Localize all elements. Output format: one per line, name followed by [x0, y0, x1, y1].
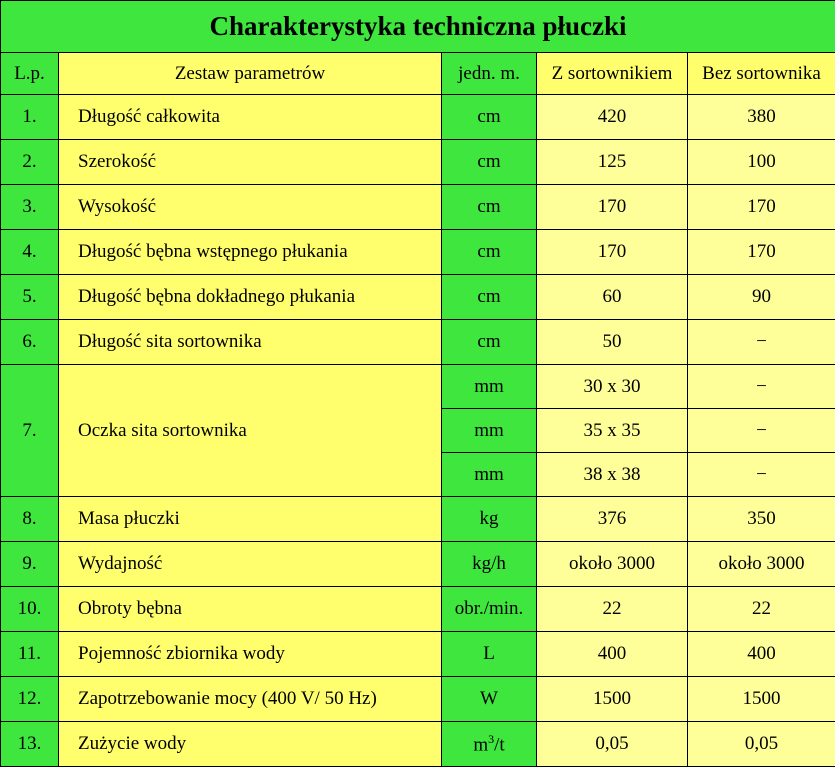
row-lp: 6. [1, 320, 59, 365]
row-name: Pojemność zbiornika wody [59, 632, 442, 677]
row-without-sorter: − [688, 409, 835, 453]
row-unit: kg [442, 497, 537, 542]
row-unit: W [442, 677, 537, 722]
row-with-sorter: około 3000 [537, 542, 688, 587]
row-lp: 4. [1, 230, 59, 275]
row-without-sorter: 1500 [688, 677, 835, 722]
row-without-sorter: 380 [688, 95, 835, 140]
row-without-sorter: 22 [688, 587, 835, 632]
header-without-sorter: Bez sortownika [688, 53, 835, 95]
row-with-sorter: 0,05 [537, 722, 688, 767]
row-unit: cm [442, 230, 537, 275]
row-name: Długość bębna wstępnego płukania [59, 230, 442, 275]
row-lp: 9. [1, 542, 59, 587]
row-lp: 13. [1, 722, 59, 767]
row-with-sorter: 125 [537, 140, 688, 185]
row-without-sorter: około 3000 [688, 542, 835, 587]
row-unit: obr./min. [442, 587, 537, 632]
row-lp: 11. [1, 632, 59, 677]
row-with-sorter: 38 x 38 [537, 453, 688, 497]
row-lp: 10. [1, 587, 59, 632]
row-name: Oczka sita sortownika [59, 365, 442, 497]
row-unit: cm [442, 140, 537, 185]
row-lp: 8. [1, 497, 59, 542]
header-params: Zestaw parametrów [59, 53, 442, 95]
row-name: Długość bębna dokładnego płukania [59, 275, 442, 320]
row-unit: L [442, 632, 537, 677]
table-title: Charakterystyka techniczna płuczki [1, 1, 835, 53]
row-with-sorter: 400 [537, 632, 688, 677]
row-unit: cm [442, 185, 537, 230]
table-row [1, 185, 835, 230]
unit-tail: /t [494, 734, 505, 756]
row-without-sorter: 400 [688, 632, 835, 677]
table-row [1, 275, 835, 320]
row-name: Wydajność [59, 542, 442, 587]
table-row [1, 95, 835, 140]
row-with-sorter: 420 [537, 95, 688, 140]
row-lp: 7. [1, 365, 59, 497]
table-row [1, 722, 835, 767]
row-unit: kg/h [442, 542, 537, 587]
row-name: Szerokość [59, 140, 442, 185]
row-with-sorter: 50 [537, 320, 688, 365]
row-lp: 1. [1, 95, 59, 140]
header-lp: L.p. [1, 53, 59, 95]
table-row [1, 320, 835, 365]
row-unit: mm [442, 409, 537, 453]
table-row [1, 497, 835, 542]
row-unit: cm [442, 95, 537, 140]
row-without-sorter: − [688, 365, 835, 409]
row-with-sorter: 30 x 30 [537, 365, 688, 409]
row-with-sorter: 1500 [537, 677, 688, 722]
row-without-sorter: 350 [688, 497, 835, 542]
row-name: Długość całkowita [59, 95, 442, 140]
row-without-sorter: 0,05 [688, 722, 835, 767]
unit-superscript: 3 [488, 731, 495, 746]
row-with-sorter: 376 [537, 497, 688, 542]
row-without-sorter: 100 [688, 140, 835, 185]
row-name: Obroty bębna [59, 587, 442, 632]
header-with-sorter: Z sortownikiem [537, 53, 688, 95]
row-with-sorter: 35 x 35 [537, 409, 688, 453]
row-name: Długość sita sortownika [59, 320, 442, 365]
row-lp: 12. [1, 677, 59, 722]
table-row [1, 632, 835, 677]
row-unit: mm [442, 365, 537, 409]
row-unit: mm [442, 453, 537, 497]
row-with-sorter: 170 [537, 230, 688, 275]
table-row [1, 677, 835, 722]
row-without-sorter: 170 [688, 185, 835, 230]
table-row [1, 587, 835, 632]
row-lp: 5. [1, 275, 59, 320]
row-unit: cm [442, 275, 537, 320]
header-unit: jedn. m. [442, 53, 537, 95]
table-row [1, 140, 835, 185]
unit-base: m [473, 734, 489, 756]
row-with-sorter: 60 [537, 275, 688, 320]
row-lp: 3. [1, 185, 59, 230]
row-without-sorter: 90 [688, 275, 835, 320]
row-with-sorter: 170 [537, 185, 688, 230]
table-row [1, 365, 835, 409]
row-name: Zapotrzebowanie mocy (400 V/ 50 Hz) [59, 677, 442, 722]
row-lp: 2. [1, 140, 59, 185]
row-name: Wysokość [59, 185, 442, 230]
table-row [1, 542, 835, 587]
table-row [1, 230, 835, 275]
row-unit: cm [442, 320, 537, 365]
row-without-sorter: − [688, 320, 835, 365]
row-name: Zużycie wody [59, 722, 442, 767]
row-name: Masa płuczki [59, 497, 442, 542]
row-without-sorter: − [688, 453, 835, 497]
row-unit [442, 722, 537, 767]
row-with-sorter: 22 [537, 587, 688, 632]
row-without-sorter: 170 [688, 230, 835, 275]
